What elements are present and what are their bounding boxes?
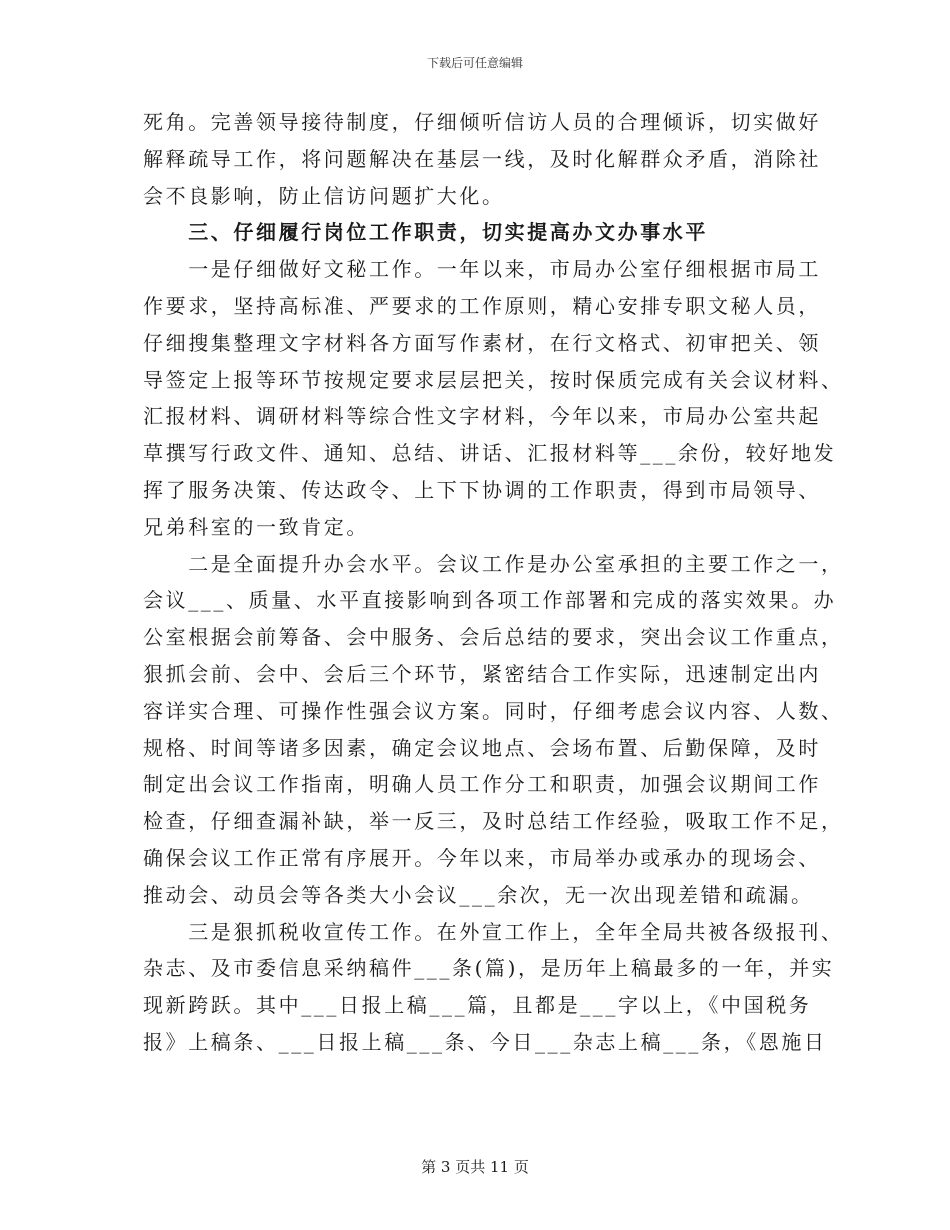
text-line: 规格、时间等诸多因素，确定会议地点、会场布置、后勤保障，及时 <box>143 735 821 760</box>
text-line: 报》上稿条、___日报上稿___条、今日___杂志上稿___条，《恩施日 <box>143 1029 827 1054</box>
text-line: 导签定上报等环节按规定要求层层把关，按时保质完成有关会议材料、 <box>143 367 844 392</box>
text-line: 解释疏导工作，将问题解决在基层一线，及时化解群众矛盾，消除社 <box>143 146 821 171</box>
text-line: 仔细搜集整理文字材料各方面写作素材，在行文格式、初审把关、领 <box>143 330 821 355</box>
text-line: 确保会议工作正常有序展开。今年以来，市局举办或承办的现场会、 <box>143 845 821 870</box>
text-line: 检查，仔细查漏补缺，举一反三，及时总结工作经验，吸取工作不足， <box>143 809 844 834</box>
text-line: 公室根据会前筹备、会中服务、会后总结的要求，突出会议工作重点， <box>143 625 844 650</box>
text-line: 会议___、质量、水平直接影响到各项工作部署和完成的落实效果。办 <box>143 588 837 613</box>
text-line: 容详实合理、可操作性强会议方案。同时，仔细考虑会议内容、人数、 <box>143 698 844 723</box>
text-line: 兄弟科室的一致肯定。 <box>143 514 369 539</box>
page-footer: 第 3 页共 11 页 <box>421 1158 529 1176</box>
text-line: 会不良影响，防止信访问题扩大化。 <box>143 183 505 208</box>
text-line: 草撰写行政文件、通知、总结、讲话、汇报材料等___余份，较好地发 <box>143 441 837 466</box>
text-line: 三是狠抓税收宣传工作。在外宣工作上，全年全局共被各级报刊、 <box>143 919 844 944</box>
text-line: 二是全面提升办会水平。会议工作是办公室承担的主要工作之一， <box>143 551 844 576</box>
text-line: 制定出会议工作指南，明确人员工作分工和职责，加强会议期间工作 <box>143 772 821 797</box>
text-line: 狠抓会前、会中、会后三个环节，紧密结合工作实际，迅速制定出内 <box>143 661 821 686</box>
text-line: 作要求，坚持高标准、严要求的工作原则，精心安排专职文秘人员， <box>143 293 821 318</box>
document-body <box>143 104 844 1061</box>
text-line: 推动会、动员会等各类大小会议___余次，无一次出现差错和疏漏。 <box>143 882 814 907</box>
text-line: 杂志、及市委信息采纳稿件___条(篇)，是历年上稿最多的一年，并实 <box>143 956 835 981</box>
text-line: 挥了服务决策、传达政令、上下下协调的工作职责，得到市局领导、 <box>143 477 821 502</box>
text-line: 死角。完善领导接待制度，仔细倾听信访人员的合理倾诉，切实做好 <box>143 110 821 134</box>
section-heading: 三、仔细履行岗位工作职责，切实提高办文办事水平 <box>143 220 708 245</box>
page-header: 下载后可任意编辑 <box>426 56 523 70</box>
text-line: 汇报材料、调研材料等综合性文字材料，今年以来，市局办公室共起 <box>143 404 821 429</box>
text-line: 一是仔细做好文秘工作。一年以来，市局办公室仔细根据市局工 <box>143 257 821 282</box>
text-line: 现新跨跃。其中___日报上稿___篇，且都是___字以上，《中国税务 <box>143 993 812 1018</box>
